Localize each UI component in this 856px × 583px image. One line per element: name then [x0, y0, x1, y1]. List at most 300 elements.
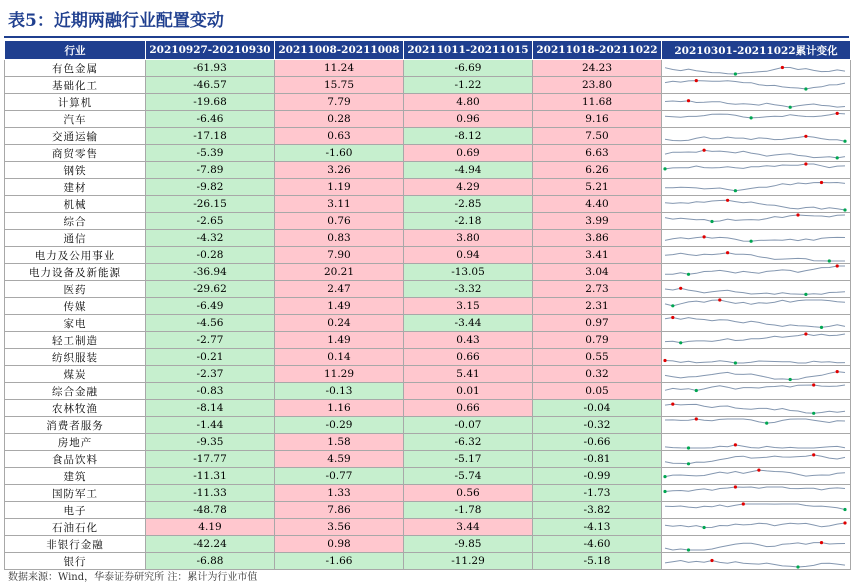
sparkline [662, 434, 848, 450]
value-cell: -2.77 [146, 332, 275, 349]
value-cell: 0.96 [404, 111, 533, 128]
sparkline-path [665, 150, 845, 158]
value-cell: 0.24 [275, 315, 404, 332]
sparkline-min-marker [687, 446, 690, 449]
sparkline-path [665, 215, 845, 222]
sparkline-path [665, 266, 845, 274]
value-cell: 5.21 [533, 179, 662, 196]
value-cell: -29.62 [146, 281, 275, 298]
value-cell: -8.12 [404, 128, 533, 145]
value-cell: 24.23 [533, 60, 662, 77]
sparkline-cell [662, 94, 851, 111]
sparkline-cell [662, 400, 851, 417]
table-row [5, 281, 851, 298]
sparkline-min-marker [789, 378, 792, 381]
value-cell: 3.99 [533, 213, 662, 230]
industry-cell: 食品饮料 [5, 451, 146, 468]
table-row [5, 400, 851, 417]
sparkline-min-marker [687, 462, 690, 465]
table-row [5, 60, 851, 77]
sparkline-cell [662, 434, 851, 451]
sparkline-min-marker [796, 565, 799, 568]
sparkline-min-marker [734, 189, 737, 192]
sparkline [662, 332, 848, 348]
sparkline-max-marker [781, 66, 784, 69]
value-cell: 7.79 [275, 94, 404, 111]
sparkline-path [665, 470, 845, 477]
sparkline [662, 145, 848, 161]
value-cell: -3.44 [404, 315, 533, 332]
sparkline [662, 213, 848, 229]
sparkline [662, 60, 848, 76]
sparkline [662, 485, 848, 501]
value-cell: -0.13 [275, 383, 404, 400]
value-cell: -6.69 [404, 60, 533, 77]
value-cell: -0.83 [146, 383, 275, 400]
value-cell: -3.82 [533, 502, 662, 519]
sparkline-path [665, 318, 845, 328]
sparkline-min-marker [789, 106, 792, 109]
value-cell: -0.66 [533, 434, 662, 451]
sparkline-max-marker [695, 417, 698, 420]
sparkline [662, 247, 848, 263]
value-cell: -3.32 [404, 281, 533, 298]
industry-cell: 银行 [5, 553, 146, 570]
table-row [5, 230, 851, 247]
value-cell: -2.18 [404, 213, 533, 230]
value-cell: 4.19 [146, 519, 275, 536]
header-week-2: 20211008-20211008 [275, 41, 404, 60]
value-cell: -26.15 [146, 196, 275, 213]
sparkline-max-marker [718, 298, 721, 301]
sparkline-cell [662, 213, 851, 230]
table-row [5, 417, 851, 434]
sparkline-max-marker [703, 149, 706, 152]
sparkline [662, 230, 848, 246]
industry-cell: 综合 [5, 213, 146, 230]
sparkline-cell [662, 349, 851, 366]
sparkline [662, 366, 848, 382]
sparkline-max-marker [836, 370, 839, 373]
table-row [5, 468, 851, 485]
table-header-row [5, 41, 851, 60]
value-cell: 6.26 [533, 162, 662, 179]
value-cell: -2.65 [146, 213, 275, 230]
value-cell: 20.21 [275, 264, 404, 281]
value-cell: 5.41 [404, 366, 533, 383]
sparkline-max-marker [710, 559, 713, 562]
value-cell: 3.80 [404, 230, 533, 247]
sparkline-min-marker [734, 361, 737, 364]
sparkline-cell [662, 519, 851, 536]
sparkline [662, 349, 848, 365]
sparkline-path [665, 419, 845, 423]
source-note: 数据来源：Wind，华泰证券研究所 注：累计为行业市值 [8, 572, 258, 583]
value-cell: -0.28 [146, 247, 275, 264]
sparkline-min-marker [843, 508, 846, 511]
value-cell: -5.74 [404, 468, 533, 485]
sparkline-max-marker [812, 453, 815, 456]
sparkline-min-marker [663, 490, 666, 493]
value-cell: 1.19 [275, 179, 404, 196]
value-cell: 1.33 [275, 485, 404, 502]
value-cell: 3.11 [275, 196, 404, 213]
value-cell: -2.85 [404, 196, 533, 213]
value-cell: 0.55 [533, 349, 662, 366]
industry-cell: 交通运输 [5, 128, 146, 145]
value-cell: 11.68 [533, 94, 662, 111]
sparkline-min-marker [804, 293, 807, 296]
table-row [5, 519, 851, 536]
sparkline-path [665, 253, 845, 261]
sparkline-min-marker [820, 326, 823, 329]
sparkline-max-marker [804, 332, 807, 335]
table-row [5, 196, 851, 213]
table-row [5, 94, 851, 111]
table-row [5, 485, 851, 502]
table-row [5, 332, 851, 349]
table-row [5, 247, 851, 264]
sparkline-path [665, 445, 845, 448]
value-cell: -6.32 [404, 434, 533, 451]
sparkline-path [665, 523, 845, 528]
sparkline [662, 111, 848, 127]
value-cell: -11.31 [146, 468, 275, 485]
industry-cell: 煤炭 [5, 366, 146, 383]
sparkline-path [665, 385, 845, 391]
header-week-3: 20211011-20211015 [404, 41, 533, 60]
sparkline [662, 298, 848, 314]
sparkline-path [665, 113, 845, 118]
value-cell: 0.56 [404, 485, 533, 502]
margin-allocation-table [4, 40, 851, 570]
value-cell: -13.05 [404, 264, 533, 281]
value-cell: -0.77 [275, 468, 404, 485]
value-cell: -42.24 [146, 536, 275, 553]
sparkline-cell [662, 111, 851, 128]
value-cell: 15.75 [275, 77, 404, 94]
sparkline-min-marker [663, 475, 666, 478]
value-cell: 23.80 [533, 77, 662, 94]
industry-cell: 钢铁 [5, 162, 146, 179]
value-cell: 3.86 [533, 230, 662, 247]
value-cell: -11.29 [404, 553, 533, 570]
sparkline-cell [662, 179, 851, 196]
table-body [5, 60, 851, 570]
sparkline-cell [662, 383, 851, 400]
sparkline-cell [662, 417, 851, 434]
sparkline-cell [662, 485, 851, 502]
sparkline [662, 417, 848, 433]
value-cell: 0.98 [275, 536, 404, 553]
value-cell: 0.05 [533, 383, 662, 400]
sparkline-max-marker [804, 135, 807, 138]
value-cell: 7.50 [533, 128, 662, 145]
sparkline-min-marker [750, 116, 753, 119]
sparkline-min-marker [836, 156, 839, 159]
value-cell: 0.14 [275, 349, 404, 366]
sparkline [662, 196, 848, 212]
sparkline-min-marker [734, 72, 737, 75]
sparkline-cell [662, 247, 851, 264]
sparkline-min-marker [828, 259, 831, 262]
sparkline-min-marker [663, 167, 666, 170]
value-cell: -9.82 [146, 179, 275, 196]
sparkline-min-marker [804, 87, 807, 90]
sparkline-max-marker [804, 162, 807, 165]
sparkline [662, 519, 848, 535]
value-cell: 3.56 [275, 519, 404, 536]
industry-cell: 有色金属 [5, 60, 146, 77]
sparkline-path [665, 101, 845, 108]
industry-cell: 消费者服务 [5, 417, 146, 434]
value-cell: -4.60 [533, 536, 662, 553]
value-cell: 0.76 [275, 213, 404, 230]
value-cell: -1.22 [404, 77, 533, 94]
industry-cell: 家电 [5, 315, 146, 332]
sparkline-path [665, 200, 845, 210]
sparkline [662, 128, 848, 144]
industry-cell: 机械 [5, 196, 146, 213]
table-row [5, 128, 851, 145]
sparkline-path [665, 237, 845, 241]
sparkline [662, 162, 848, 178]
sparkline-path [665, 288, 845, 294]
table-row [5, 451, 851, 468]
value-cell: 3.41 [533, 247, 662, 264]
sparkline-path [665, 543, 845, 550]
value-cell: 1.49 [275, 332, 404, 349]
sparkline-max-marker [820, 181, 823, 184]
sparkline [662, 264, 848, 280]
table-row [5, 264, 851, 281]
sparkline-min-marker [710, 220, 713, 223]
value-cell: -1.44 [146, 417, 275, 434]
sparkline-max-marker [812, 383, 815, 386]
value-cell: 0.69 [404, 145, 533, 162]
sparkline-path [665, 300, 845, 306]
sparkline [662, 468, 848, 484]
value-cell: 3.44 [404, 519, 533, 536]
industry-cell: 通信 [5, 230, 146, 247]
sparkline [662, 94, 848, 110]
table-row [5, 298, 851, 315]
sparkline-max-marker [734, 443, 737, 446]
sparkline-max-marker [726, 251, 729, 254]
table-row [5, 349, 851, 366]
sparkline-cell [662, 162, 851, 179]
value-cell: -6.88 [146, 553, 275, 570]
sparkline-cell [662, 281, 851, 298]
value-cell: 1.49 [275, 298, 404, 315]
sparkline-max-marker [836, 264, 839, 267]
value-cell: 4.80 [404, 94, 533, 111]
value-cell: -6.49 [146, 298, 275, 315]
sparkline-max-marker [687, 99, 690, 102]
sparkline-path [665, 334, 845, 343]
industry-cell: 石油石化 [5, 519, 146, 536]
sparkline [662, 553, 848, 569]
table-row [5, 162, 851, 179]
value-cell: -0.07 [404, 417, 533, 434]
sparkline-min-marker [687, 273, 690, 276]
sparkline-max-marker [843, 521, 846, 524]
value-cell: -7.89 [146, 162, 275, 179]
sparkline-cell [662, 145, 851, 162]
table-row [5, 536, 851, 553]
value-cell: -5.39 [146, 145, 275, 162]
sparkline [662, 281, 848, 297]
value-cell: 3.04 [533, 264, 662, 281]
industry-cell: 轻工制造 [5, 332, 146, 349]
value-cell: 4.40 [533, 196, 662, 213]
value-cell: -48.78 [146, 502, 275, 519]
value-cell: -4.56 [146, 315, 275, 332]
value-cell: 4.59 [275, 451, 404, 468]
industry-cell: 建材 [5, 179, 146, 196]
sparkline-max-marker [663, 359, 666, 362]
table-row [5, 315, 851, 332]
sparkline-min-marker [765, 422, 768, 425]
sparkline-path [665, 404, 845, 413]
table-row [5, 502, 851, 519]
value-cell: -1.66 [275, 553, 404, 570]
sparkline [662, 502, 848, 518]
value-cell: -5.18 [533, 553, 662, 570]
industry-cell: 电力及公用事业 [5, 247, 146, 264]
value-cell: 0.66 [404, 349, 533, 366]
value-cell: 0.63 [275, 128, 404, 145]
value-cell: 6.63 [533, 145, 662, 162]
sparkline-cell [662, 553, 851, 570]
industry-cell: 房地产 [5, 434, 146, 451]
sparkline-path [665, 68, 845, 75]
sparkline-path [665, 81, 845, 89]
value-cell: -9.85 [404, 536, 533, 553]
sparkline-min-marker [750, 240, 753, 243]
table-row [5, 553, 851, 570]
sparkline-max-marker [742, 502, 745, 505]
value-cell: -19.68 [146, 94, 275, 111]
value-cell: 1.58 [275, 434, 404, 451]
industry-cell: 电子 [5, 502, 146, 519]
value-cell: 2.73 [533, 281, 662, 298]
sparkline-cell [662, 264, 851, 281]
sparkline-cell [662, 298, 851, 315]
header-cumulative-trend: 20210301-20211022累计变化 [662, 41, 851, 60]
value-cell: 9.16 [533, 111, 662, 128]
value-cell: 0.32 [533, 366, 662, 383]
sparkline-path [665, 561, 845, 568]
sparkline [662, 315, 848, 331]
value-cell: -9.35 [146, 434, 275, 451]
sparkline-min-marker [703, 526, 706, 529]
sparkline-min-marker [812, 412, 815, 415]
table-row [5, 366, 851, 383]
sparkline-cell [662, 60, 851, 77]
value-cell: 0.83 [275, 230, 404, 247]
value-cell: -36.94 [146, 264, 275, 281]
value-cell: 0.94 [404, 247, 533, 264]
value-cell: -1.73 [533, 485, 662, 502]
industry-cell: 汽车 [5, 111, 146, 128]
sparkline-cell [662, 315, 851, 332]
header-week-4: 20211018-20211022 [533, 41, 662, 60]
industry-cell: 医药 [5, 281, 146, 298]
header-week-1: 20210927-20210930 [146, 41, 275, 60]
value-cell: 2.47 [275, 281, 404, 298]
table-row [5, 434, 851, 451]
sparkline-max-marker [836, 112, 839, 115]
sparkline-max-marker [679, 287, 682, 290]
industry-cell: 农林牧渔 [5, 400, 146, 417]
table-row [5, 179, 851, 196]
industry-cell: 商贸零售 [5, 145, 146, 162]
sparkline-max-marker [671, 316, 674, 319]
title-divider [4, 36, 849, 38]
sparkline-min-marker [843, 208, 846, 211]
table-row [5, 111, 851, 128]
industry-cell: 纺织服装 [5, 349, 146, 366]
value-cell: -0.21 [146, 349, 275, 366]
value-cell: 7.86 [275, 502, 404, 519]
sparkline-path [665, 487, 845, 492]
sparkline-max-marker [820, 541, 823, 544]
sparkline-max-marker [734, 485, 737, 488]
table-row [5, 77, 851, 94]
sparkline [662, 179, 848, 195]
value-cell: -4.13 [533, 519, 662, 536]
sparkline-min-marker [679, 341, 682, 344]
sparkline-path [665, 504, 845, 510]
value-cell: 0.97 [533, 315, 662, 332]
sparkline-cell [662, 366, 851, 383]
value-cell: 11.29 [275, 366, 404, 383]
sparkline-cell [662, 332, 851, 349]
sparkline-cell [662, 128, 851, 145]
value-cell: -17.77 [146, 451, 275, 468]
value-cell: -0.99 [533, 468, 662, 485]
value-cell: 0.66 [404, 400, 533, 417]
sparkline-max-marker [671, 403, 674, 406]
value-cell: 1.16 [275, 400, 404, 417]
sparkline [662, 77, 848, 93]
value-cell: -6.46 [146, 111, 275, 128]
sparkline-path [665, 164, 845, 169]
sparkline-min-marker [843, 140, 846, 143]
sparkline-max-marker [703, 235, 706, 238]
industry-cell: 非银行金融 [5, 536, 146, 553]
sparkline-path [665, 455, 845, 464]
sparkline-cell [662, 196, 851, 213]
industry-cell: 建筑 [5, 468, 146, 485]
sparkline-cell [662, 230, 851, 247]
value-cell: 4.29 [404, 179, 533, 196]
sparkline [662, 400, 848, 416]
sparkline-min-marker [671, 304, 674, 307]
value-cell: -8.14 [146, 400, 275, 417]
sparkline-cell [662, 536, 851, 553]
sparkline-cell [662, 468, 851, 485]
sparkline-min-marker [687, 548, 690, 551]
value-cell: 3.26 [275, 162, 404, 179]
value-cell: -0.29 [275, 417, 404, 434]
sparkline-max-marker [695, 79, 698, 82]
industry-cell: 综合金融 [5, 383, 146, 400]
table-row [5, 213, 851, 230]
value-cell: -0.04 [533, 400, 662, 417]
sparkline-cell [662, 451, 851, 468]
